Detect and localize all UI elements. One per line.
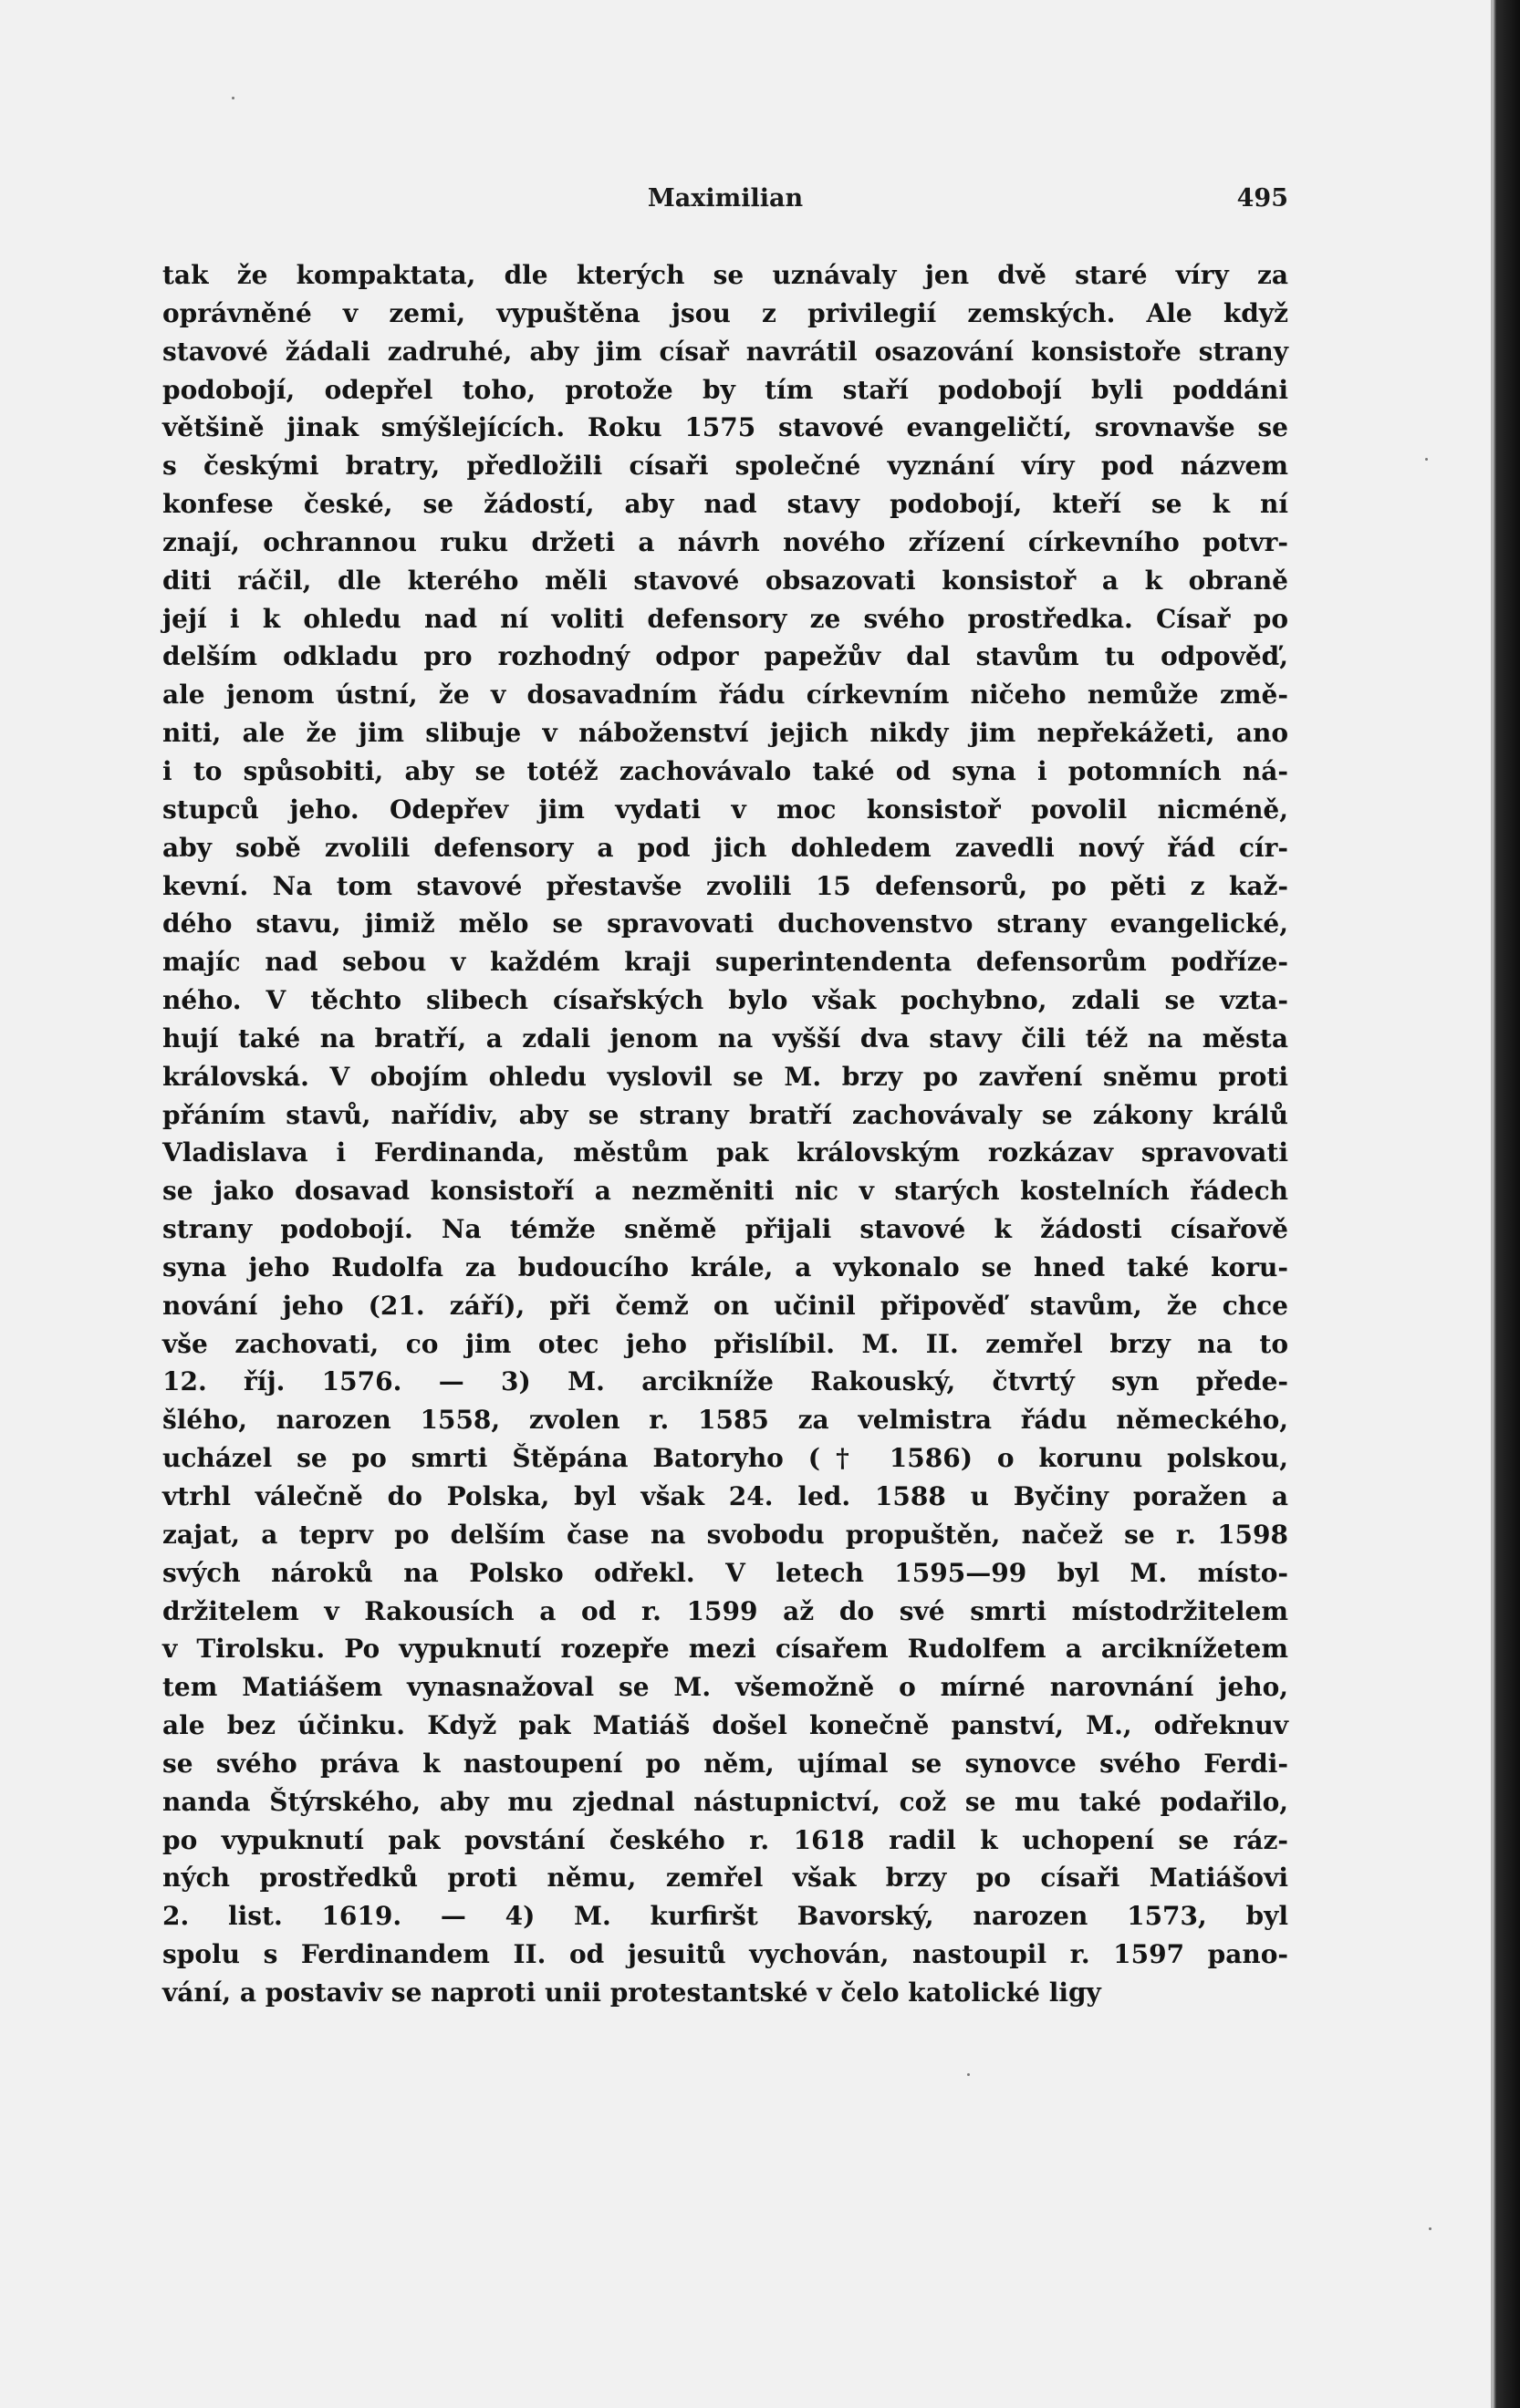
text-line: v Tirolsku. Po vypuknutí rozepře mezi císařem Rudolfem a arciknížetem [162,1634,1288,1665]
text-line: dého stavu, jimiž mělo se spravovati duchovenstvo strany evangelické, [162,908,1288,939]
paper-speck [1429,2227,1432,2230]
text-line: spolu s Ferdinandem II. od jesuitů vychován, nastoupil r. 1597 pano- [162,1939,1288,1970]
text-line: 12. říj. 1576. — 3) M. arcikníže Rakouský, čtvrtý syn přede- [162,1366,1288,1397]
text-line: svých nároků na Polsko odřekl. V letech 1595—99 byl M. místo- [162,1557,1288,1588]
text-line: stavové žádali zadruhé, aby jim císař navrátil osazování konsistoře strany [162,336,1288,367]
text-line: vání, a postaviv se naproti unii protestantské v čelo katolické ligy [162,1977,1101,2008]
running-title: Maximilian [647,184,804,213]
text-line: hují také na bratří, a zdali jenom na vyšší dva stavy čili též na města [162,1022,1288,1054]
text-line: znají, ochrannou ruku držeti a návrh nového zřízení církevního potvr- [162,526,1288,557]
book-spine-shadow [1493,0,1520,2408]
text-line: stupců jeho. Odepřev jim vydati v moc konsistoř povolil nicméně, [162,794,1288,825]
paper-speck [967,2073,970,2076]
text-line: i to spůsobiti, aby se totéž zachovávalo také od syna i potomních ná- [162,755,1288,786]
text-line: nování jeho (21. září), při čemž on učinil připověď stavům, že chce [162,1290,1288,1321]
text-line: držitelem v Rakousích a od r. 1599 až do své smrti místodržitelem [162,1595,1288,1626]
text-line: ucházel se po smrti Štěpána Batoryho († 1586) o korunu polskou, [162,1443,1288,1474]
paper-speck [232,97,234,99]
text-line: zajat, a teprv po delším čase na svobodu propuštěn, načež se r. 1598 [162,1519,1288,1550]
text-line: s českými bratry, předložili císaři společné vyznání víry pod názvem [162,451,1288,482]
text-line: 2. list. 1619. — 4) M. kurfiršt Bavorský, narozen 1573, byl [162,1901,1288,1932]
text-line: vše zachovati, co jim otec jeho přislíbil. M. II. zemřel brzy na to [162,1328,1288,1359]
text-line: niti, ale že jim slibuje v náboženství jejich nikdy jim nepřekážeti, ano [162,718,1288,749]
text-line: se svého práva k nastoupení po něm, ujímal se synovce svého Ferdi- [162,1748,1288,1779]
text-line: po vypuknutí pak povstání českého r. 1618 radil k uchopení se ráz- [162,1824,1288,1855]
page-number: 495 [1236,184,1288,213]
body-text [162,256,1288,2012]
text-line: její i k ohledu nad ní voliti defensory ze svého prostředka. Císař po [162,603,1288,634]
text-line: přáním stavů, nařídiv, aby se strany bratří zachovávaly se zákony králů [162,1099,1288,1130]
text-line: ale jenom ústní, že v dosavadním řádu církevním ničeho nemůže změ- [162,680,1288,711]
paper-speck [1425,458,1428,461]
text-line: tak že kompaktata, dle kterých se uznávaly jen dvě staré víry za [162,260,1288,290]
text-line: tem Matiášem vynasnažoval se M. všemožně o mírné narovnání jeho, [162,1672,1288,1703]
text-line: strany podobojí. Na témže sněmě přijali stavové k žádosti císařově [162,1214,1288,1245]
page-header [162,184,1288,221]
text-line: konfese české, se žádostí, aby nad stavy podobojí, kteří se k ní [162,489,1288,520]
text-line: oprávněné v zemi, vypuštěna jsou z privilegií zemských. Ale když [162,297,1288,328]
text-line: kevní. Na tom stavové přestavše zvolili 15 defensorů, po pěti z kaž- [162,870,1288,901]
text-line: šlého, narozen 1558, zvolen r. 1585 za velmistra řádu německého, [162,1405,1288,1436]
text-line: ale bez účinku. Když pak Matiáš došel konečně panství, M., odřeknuv [162,1710,1288,1741]
text-line: podobojí, odepřel toho, protože by tím staří podobojí byli poddáni [162,374,1288,405]
text-line: syna jeho Rudolfa za budoucího krále, a vykonalo se hned také koru- [162,1251,1288,1282]
text-line: královská. V obojím ohledu vyslovil se M. brzy po zavření sněmu proti [162,1061,1288,1092]
text-line: ného. V těchto slibech císařských bylo však pochybno, zdali se vzta- [162,985,1288,1016]
text-line: aby sobě zvolili defensory a pod jich dohledem zavedli nový řád cír- [162,832,1288,863]
text-line: většině jinak smýšlejících. Roku 1575 stavové evangeličtí, srovnavše se [162,412,1288,443]
text-line: se jako dosavad konsistoří a nezměniti nic v starých kostelních řádech [162,1176,1288,1207]
text-line: delším odkladu pro rozhodný odpor papežův dal stavům tu odpověď, [162,641,1288,672]
text-line: ných prostředků proti němu, zemřel však brzy po císaři Matiášovi [162,1863,1288,1894]
text-line: majíc nad sebou v každém kraji superintendenta defensorům podříze- [162,947,1288,978]
text-line: vtrhl válečně do Polska, byl však 24. led. 1588 u Byčiny poražen a [162,1481,1288,1511]
text-line: diti ráčil, dle kterého měli stavové obsazovati konsistoř a k obraně [162,565,1288,596]
text-line: nanda Štýrského, aby mu zjednal nástupnictví, což se mu také podařilo, [162,1786,1288,1817]
text-line: Vladislava i Ferdinanda, městům pak královským rozkázav spravovati [162,1137,1288,1168]
